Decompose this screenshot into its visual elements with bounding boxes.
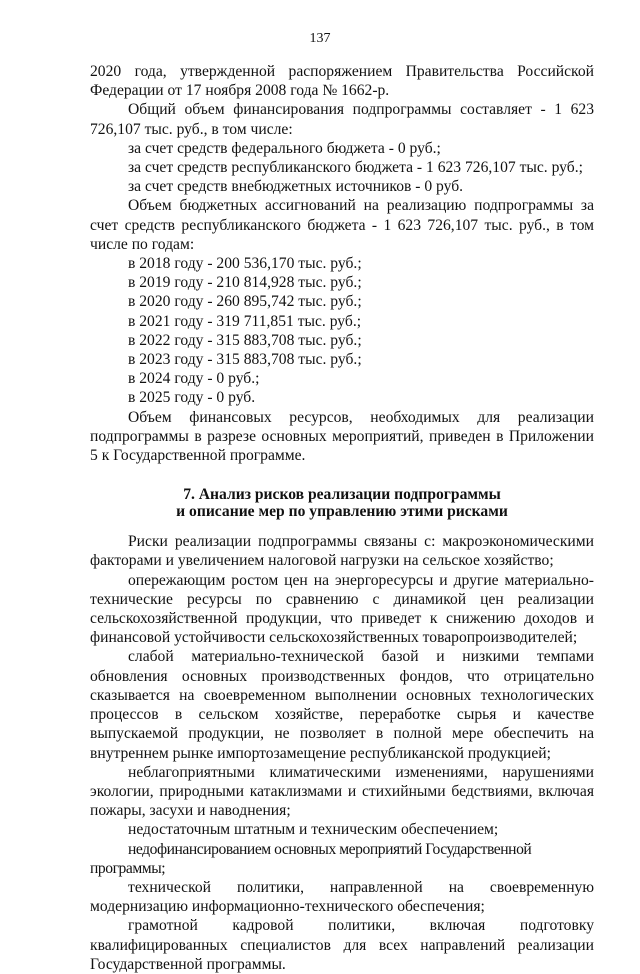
risk-item: недостаточным штатным и техническим обеспечением; xyxy=(128,821,499,839)
paragraph-continuation: 2020 года, утвержденной распоряжением Правительства Российской Федерации от 17 ноября 2008 года № 1662-р. xyxy=(90,63,594,100)
paragraph-risks-intro: Риски реализации подпрограммы связаны с: макроэкономическими факторами и увеличением налоговой нагрузки на сельское хозяйство; xyxy=(90,533,594,570)
year-2020: в 2020 году - 260 895,742 тыс. руб.; xyxy=(128,293,362,311)
funding-source-republican: за счет средств республиканского бюджета - 1 623 726,107 тыс. руб.; xyxy=(128,159,583,177)
year-2025: в 2025 году - 0 руб. xyxy=(128,389,256,407)
section-heading-line2: и описание мер по управлению этими рисками xyxy=(176,503,508,521)
risk-item: неблагоприятными климатическими изменениями, нарушениями экологии, природными катаклизмами и стихийными бедствиями, включая пожары, засухи и наводнения; xyxy=(90,763,594,820)
risk-item: опережающим ростом цен на энергоресурсы и другие материально-технические ресурсы по сравнению с динамикой цен реализации сельскохозяйственной продукции, что приведет к снижению доходов и финансовой устойчивости сельскохозяйственных товаропроизводителей; xyxy=(90,571,594,647)
page-number: 137 xyxy=(309,31,331,46)
year-2019: в 2019 году - 210 814,928 тыс. руб.; xyxy=(128,274,362,292)
risk-item: слабой материально-технической базой и низкими темпами обновления основных производственных фондов, что отрицательно сказывается на своевременном выполнении основных технологических процессов в сельском хозяйстве, переработке сырья и качестве выпускаемой продукции, не позволяет в полной мере обеспечить на внутреннем рынке импортозамещение республиканской продукцией; xyxy=(90,648,594,762)
year-2024: в 2024 году - 0 руб.; xyxy=(128,370,260,388)
year-2018: в 2018 году - 200 536,170 тыс. руб.; xyxy=(128,255,362,273)
year-2023: в 2023 году - 315 883,708 тыс. руб.; xyxy=(128,351,362,369)
year-2021: в 2021 году - 319 711,851 тыс. руб.; xyxy=(128,312,362,330)
risk-item: технической политики, направленной на своевременную модернизацию информационно-технического обеспечения; xyxy=(90,878,594,916)
risk-item: грамотной кадровой политики, включая подготовку квалифицированных специалистов для всех направлений реализации Государственной программы. xyxy=(90,917,594,973)
paragraph-total-funding: Общий объем финансирования подпрограммы составляет - 1 623 726,107 тыс. руб., в том числе: xyxy=(90,101,594,138)
paragraph-resources: Объем финансовых ресурсов, необходимых для реализации подпрограммы в разрезе основных мероприятий, приведен в Приложении 5 к Государственной программе. xyxy=(90,408,594,465)
section-heading-line1: 7. Анализ рисков реализации подпрограммы xyxy=(183,486,501,504)
funding-source-extrabudgetary: за счет средств внебюджетных источников - 0 руб. xyxy=(128,178,464,196)
section-heading xyxy=(90,486,594,520)
paragraph-allocations: Объем бюджетных ассигнований на реализацию подпрограммы за счет средств республиканского бюджета - 1 623 726,107 тыс. руб., в том числе по годам: xyxy=(90,197,594,253)
funding-source-federal: за счет средств федерального бюджета - 0 руб.; xyxy=(128,139,441,157)
document-body xyxy=(90,62,594,974)
year-2022: в 2022 году - 315 883,708 тыс. руб.; xyxy=(128,331,362,349)
risk-item: недофинансированием основных мероприятий Государственной программы; xyxy=(90,840,532,877)
